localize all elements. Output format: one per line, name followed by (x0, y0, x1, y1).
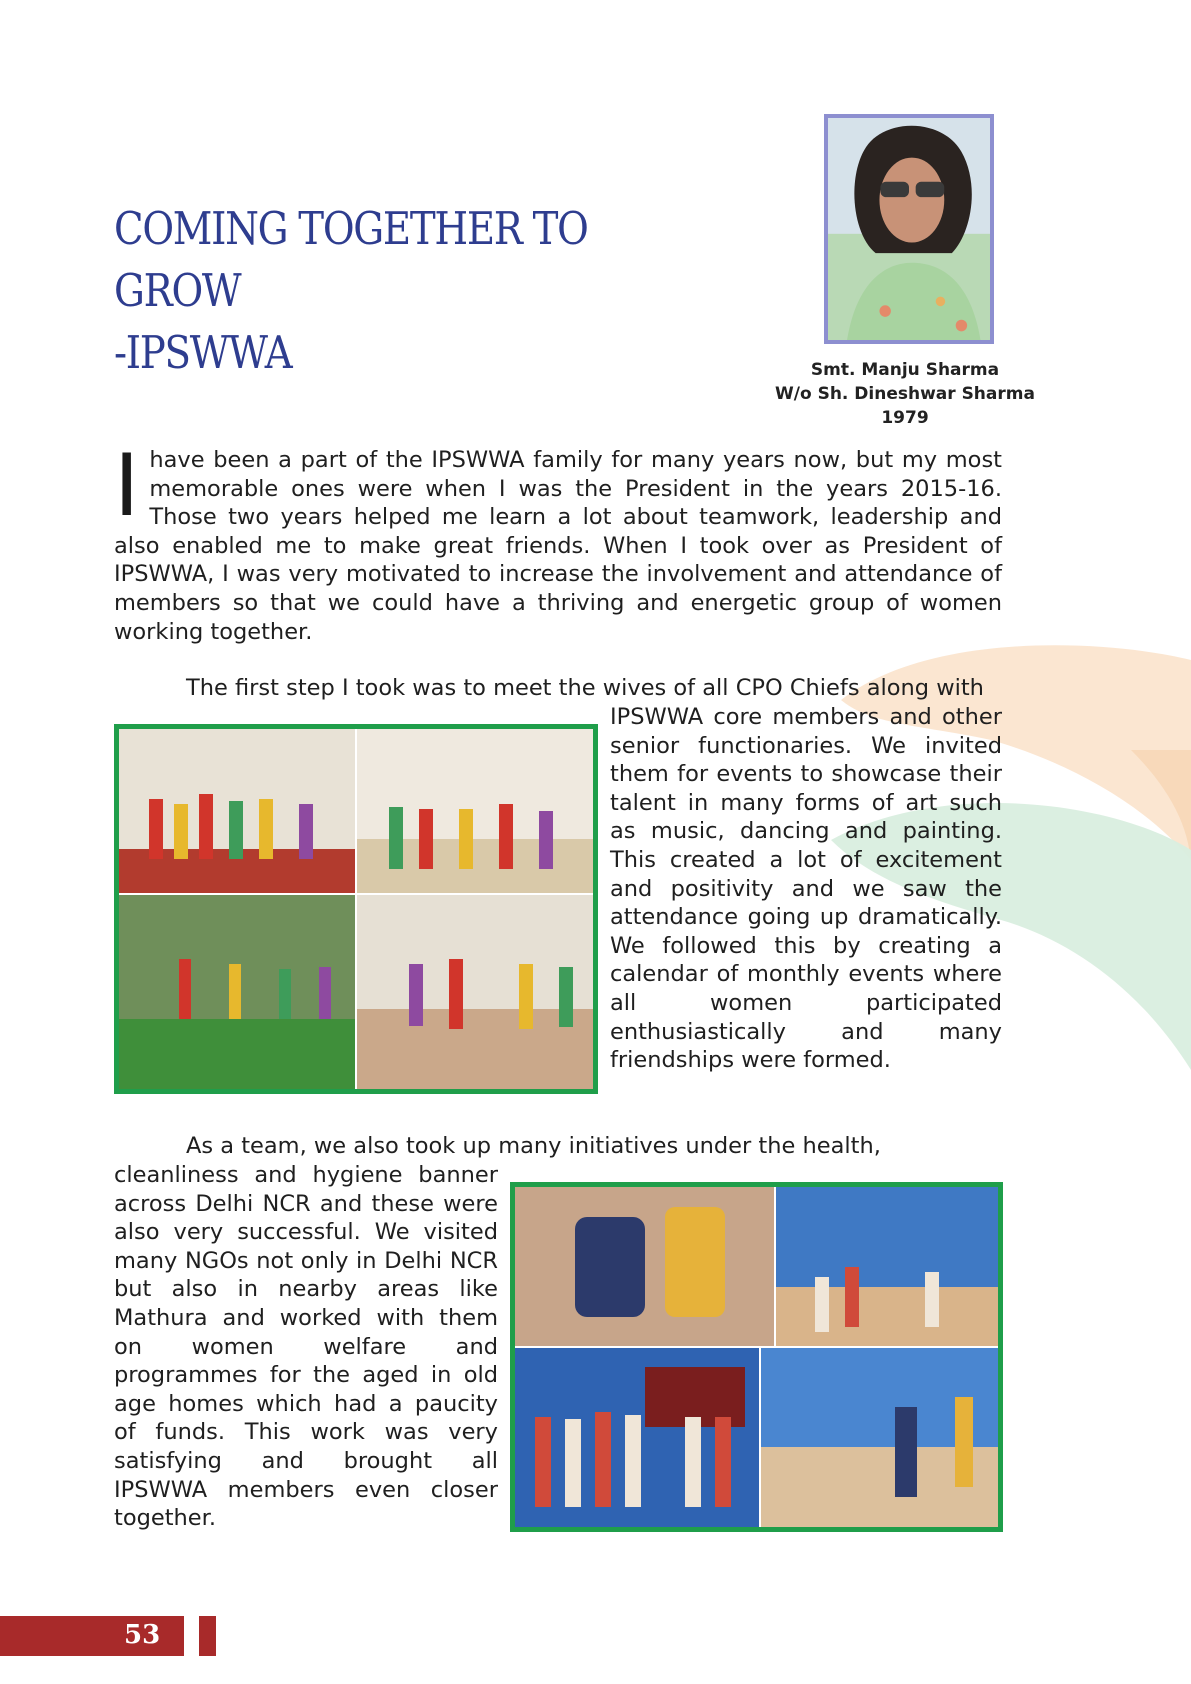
ngo-photo-illustration (515, 1187, 998, 1527)
author-portrait (824, 114, 994, 344)
paragraph-3-lead: As a team, we also took up many initiatives under the health, (186, 1133, 881, 1159)
article-title (114, 198, 596, 384)
footer-mark (199, 1616, 216, 1656)
event-photo-illustration (119, 729, 593, 1089)
author-caption (770, 358, 1040, 430)
portrait-illustration (828, 118, 990, 340)
paragraph-1 (114, 436, 1002, 646)
drop-cap: I (114, 436, 140, 536)
page-number: 53 (124, 1620, 161, 1650)
paragraph-3-text: cleanliness and hygiene banner across Delhi NCR and these were also very successful. We visited many NGOs not only in Delhi NCR but also in nearby areas like Mathura and worked with them on women welfare and programmes for the aged in old age homes which had a paucity of funds. This work was very satisfying and brought all IPSWWA members even closer together. (114, 1162, 498, 1532)
author-relation: W/o Sh. Dineshwar Sharma (775, 384, 1035, 404)
paragraph-1-text: have been a part of the IPSWWA family for many years now, but my most memorable ones were when I was the President in the years 2015-16. Those two years helped me learn a lot about teamwork, leadership and also enabled me to make great friends. When I took over as President of IPSWWA, I was very motivated to increase the involvement and attendance of members so that we could have a thriving and energetic group of women working together. (114, 447, 1002, 645)
author-year: 1979 (881, 408, 929, 428)
title-line-2: -IPSWWA (114, 326, 292, 379)
author-name: Smt. Manju Sharma (810, 360, 1000, 380)
paragraph-2-text: IPSWWA core members and other senior functionaries. We invited them for events to showcase their talent in many forms of art such as music, dancing and painting. This created a lot of excitement and positivity and we saw the attendance going up dramatically. We followed this by creating a calendar of monthly events where all women participated enthusiastically and many friendships were formed. (610, 704, 1002, 1074)
paragraph-2-lead: The first step I took was to meet the wives of all CPO Chiefs along with (186, 675, 984, 701)
title-line-1: COMING TOGETHER TO GROW (114, 202, 588, 317)
ngo-visit-photo-collage (510, 1182, 1003, 1532)
event-photo-collage (114, 724, 598, 1094)
